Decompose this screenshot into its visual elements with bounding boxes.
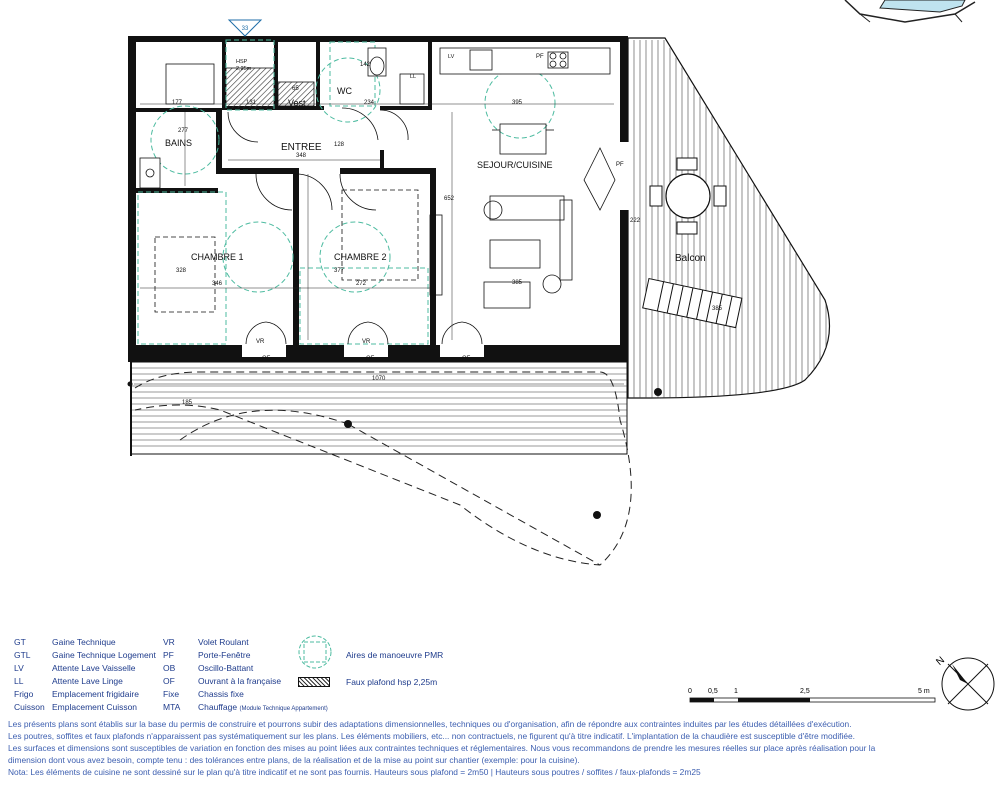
legend-desc: Chauffage (Module Technique Appartement) [198, 702, 328, 712]
note-line: Les surfaces et dimensions sont susceptibles de variation en fonction des mises au point liées aux contraintes techniques et réglementaires. Nous vous recommandons de prendre les mesures réelles sur place après réalisation pour la [8, 743, 876, 753]
room-label-sejour: SEJOUR/CUISINE [477, 160, 553, 170]
svg-text:VR: VR [362, 339, 371, 345]
label-hsp: HSP [236, 59, 248, 65]
svg-text:OF: OF [262, 356, 271, 362]
top-right-fragment [845, 0, 975, 22]
svg-text:348: 348 [296, 153, 307, 159]
section-marker [229, 20, 261, 36]
svg-text:33: 33 [241, 26, 249, 32]
balcony-table [666, 174, 710, 218]
legend-code: PF [163, 650, 174, 660]
kitchen-counter [440, 48, 610, 74]
legend-code: OB [163, 663, 176, 673]
svg-text:65: 65 [292, 86, 299, 92]
legend-code: MTA [163, 702, 181, 712]
room-label-entree: ENTREE [281, 142, 322, 153]
svg-text:395: 395 [512, 100, 523, 106]
svg-text:234: 234 [364, 100, 375, 106]
legend-desc: Attente Lave Vaisselle [52, 663, 136, 673]
legend-desc: Gaine Technique [52, 637, 116, 647]
balcony-east [628, 30, 832, 400]
svg-text:346: 346 [212, 281, 223, 287]
legend-code: Frigo [14, 689, 34, 699]
svg-text:177: 177 [172, 100, 183, 106]
svg-text:OF: OF [366, 356, 375, 362]
legend-code: GT [14, 637, 26, 647]
room-label-balcon: Balcon [675, 253, 706, 264]
legend-code: Fixe [163, 689, 180, 699]
survey-point [654, 388, 662, 396]
room-label-wc: WC [337, 86, 352, 96]
svg-text:1070: 1070 [372, 376, 386, 382]
room-label-chambre2: CHAMBRE 2 [334, 252, 387, 262]
legend-desc: Chassis fixe [198, 689, 244, 699]
svg-text:5 m: 5 m [918, 688, 930, 695]
svg-text:LL: LL [410, 74, 417, 80]
svg-text:277: 277 [178, 128, 189, 134]
note-line: Les poutres, soffites et faux plafonds n'apparaissent pas systématiquement sur les plans. Les éléments mobiliers, etc... non contractuels, ne figurent qu'à titre indicatif. L'implantation de la chaudière est susceptible d'être modifiée. [8, 731, 856, 741]
legend-code: LL [14, 676, 24, 686]
legend-desc: Ouvrant à la française [198, 676, 282, 686]
legend-desc: Emplacement Cuisson [52, 702, 138, 712]
svg-text:OF: OF [462, 356, 471, 362]
legend [0, 630, 1006, 800]
note-line: Nota: Les éléments de cuisine ne sont dessiné sur le plan qu'à titre indicatif et ne sont pas fournis. Hauteurs sous plafond = 2m50 | Hauteurs sous poutres / soffites / faux-plafonds = 2m25 [8, 767, 701, 777]
room-label-bains: BAINS [165, 138, 193, 148]
svg-text:LV: LV [448, 54, 455, 60]
svg-text:0: 0 [688, 688, 692, 695]
note-line: Les présents plans sont établis sur la base du permis de construire et pourrons subir des adaptations dimensionnelles, techniques ou d'organisation, afin de répondre aux contraintes induites par les études détaillées d'exécution. [8, 719, 852, 729]
note-line: dimension dont vous avez besoin, compte tenu : des tolérances entre plans, de la réalisation et de la mise au point sur chantier (exemple: pour la cuisine). [8, 755, 580, 765]
legend-desc: Porte-Fenêtre [198, 650, 251, 660]
svg-text:VR: VR [256, 339, 265, 345]
scale-bar [680, 682, 940, 708]
svg-text:385: 385 [712, 306, 723, 312]
svg-text:328: 328 [176, 268, 187, 274]
legend-code: VR [163, 637, 175, 647]
svg-text:PF: PF [536, 54, 544, 60]
label-hsp-value: 2,25m [236, 66, 252, 72]
room-label-vest: Vest [288, 98, 306, 108]
living-furniture [430, 124, 572, 308]
svg-text:142: 142 [360, 62, 371, 68]
svg-text:272: 272 [356, 281, 367, 287]
room-label-chambre1: CHAMBRE 1 [191, 252, 244, 262]
legend-code: Cuisson [14, 702, 45, 712]
legend-code: GTL [14, 650, 31, 660]
legend-desc: Volet Roulant [198, 637, 249, 647]
legend-desc: Oscillo-Battant [198, 663, 254, 673]
legend-pmr: Aires de manoeuvre PMR [346, 650, 444, 660]
svg-text:N: N [934, 654, 947, 668]
faux-plafond-swatch [298, 677, 330, 687]
svg-text:128: 128 [334, 142, 345, 148]
legend-desc: Attente Lave Linge [52, 676, 123, 686]
legend-code: OF [163, 676, 175, 686]
svg-text:652: 652 [444, 196, 455, 202]
svg-text:131: 131 [246, 100, 257, 106]
svg-text:185: 185 [182, 400, 193, 406]
svg-text:0,5: 0,5 [708, 688, 718, 695]
legend-desc: Gaine Technique Logement [52, 650, 156, 660]
legend-code: LV [14, 663, 24, 673]
legend-desc: Emplacement frigidaire [52, 689, 139, 699]
survey-point [344, 420, 352, 428]
svg-text:377: 377 [334, 268, 345, 274]
svg-text:222: 222 [630, 218, 641, 224]
beds [155, 190, 418, 312]
svg-text:385: 385 [512, 280, 523, 286]
north-arrow-icon [930, 646, 1000, 716]
survey-point [593, 511, 601, 519]
pmr-symbol [294, 634, 336, 670]
svg-text:1: 1 [734, 688, 738, 695]
legend-faux-plafond: Faux plafond hsp 2,25m [346, 677, 438, 687]
svg-text:2,5: 2,5 [800, 688, 810, 695]
svg-text:PF: PF [616, 162, 624, 168]
